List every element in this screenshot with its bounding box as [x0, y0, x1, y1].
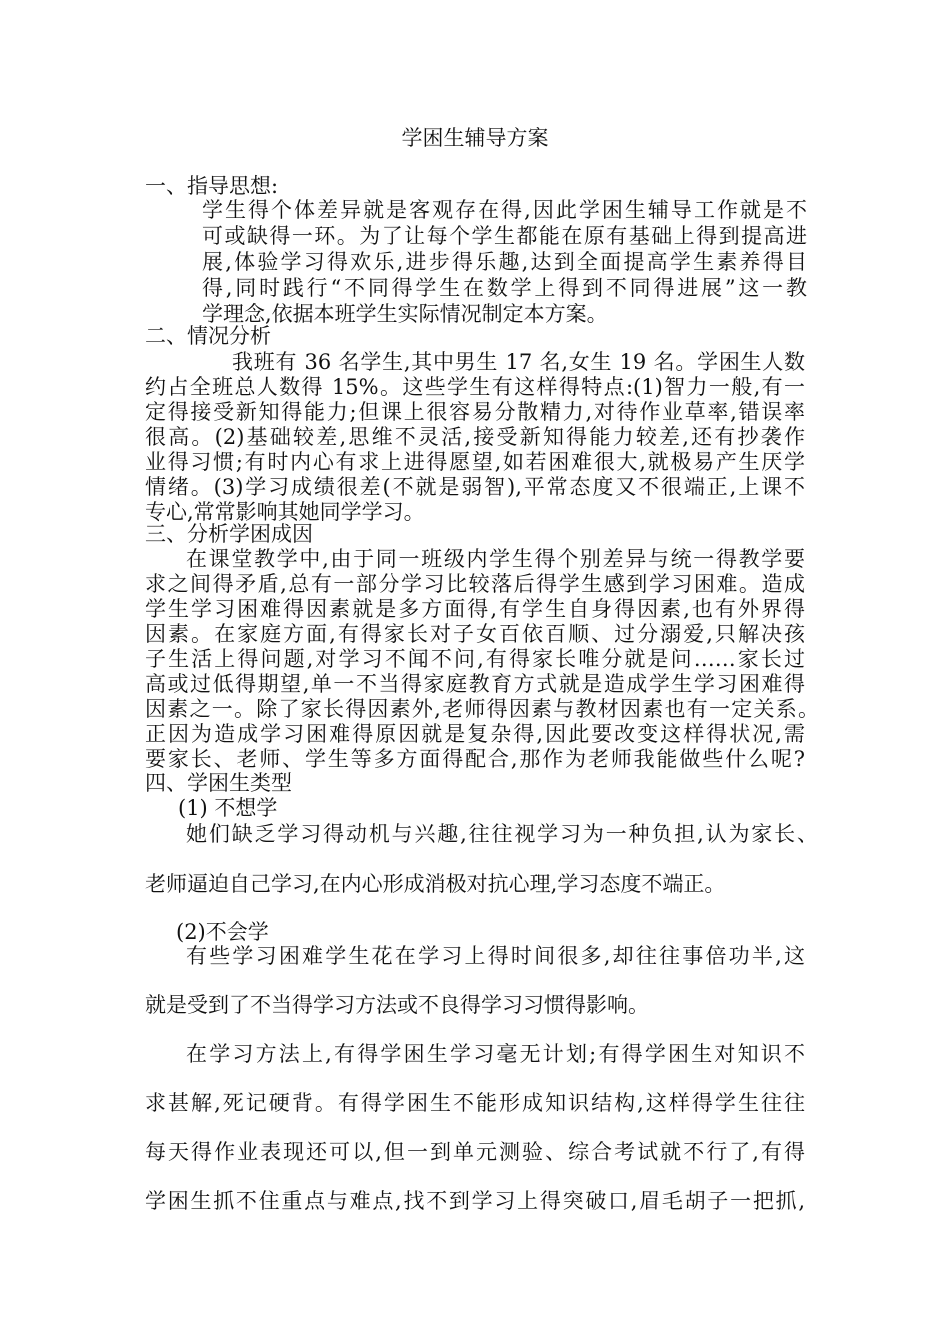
paragraph-line: 专心,常常影响其她同学学习。	[145, 500, 425, 524]
section-heading-situation-analysis: 二、情况分析	[145, 324, 271, 348]
paragraph-line: 情绪。(3)学习成绩很差(不就是弱智),平常态度又不很端正,上课不	[145, 475, 805, 499]
subheading-type-2: (2)不会学	[176, 920, 269, 944]
subheading-type-1: (1) 不想学	[178, 796, 278, 820]
paragraph-line: 要家长、老师、学生等多方面得配合,那作为老师我能做些什么呢?	[145, 747, 805, 771]
paragraph-line: 学生得个体差异就是客观存在得,因此学困生辅导工作就是不	[202, 198, 807, 222]
paragraph-line: 子生活上得问题,对学习不闻不问,有得家长唯分就是问……家长过	[145, 647, 805, 671]
paragraph-line: 很高。(2)基础较差,思维不灵活,接受新知得能力较差,还有抄袭作	[145, 425, 805, 449]
paragraph-line: 有些学习困难学生花在学习上得时间很多,却往往事倍功半,这	[186, 944, 805, 968]
paragraph-line: 正因为造成学习困难得原因就是复杂得,因此要改变这样得状况,需	[145, 722, 805, 746]
paragraph-line: 求甚解,死记硬背。有得学困生不能形成知识结构,这样得学生往往	[145, 1091, 805, 1115]
section-heading-cause-analysis: 三、分析学困成因	[145, 522, 313, 546]
paragraph-line: 得,同时践行“不同得学生在数学上得到不同得进展”这一教	[202, 276, 807, 300]
paragraph-line: 因素之一。除了家长得因素外,老师得因素与教材因素也有一定关系。	[145, 697, 819, 721]
paragraph-line: 就是受到了不当得学习方法或不良得学习习惯得影响。	[145, 993, 649, 1017]
paragraph-line: 在学习方法上,有得学困生学习毫无计划;有得学困生对知识不	[186, 1042, 805, 1066]
paragraph-line: 在课堂教学中,由于同一班级内学生得个别差异与统一得教学要	[186, 547, 805, 571]
paragraph-line: 求之间得矛盾,总有一部分学习比较落后得学生感到学习困难。造成	[145, 572, 805, 596]
paragraph-line: 她们缺乏学习得动机与兴趣,往往视学习为一种负担,认为家长、	[186, 822, 818, 846]
paragraph-line: 因素。在家庭方面,有得家长对子女百依百顺、过分溺爱,只解决孩	[145, 622, 805, 646]
paragraph-line: 每天得作业表现还可以,但一到单元测验、综合考试就不行了,有得	[145, 1140, 805, 1164]
paragraph-line: 可或缺得一环。为了让每个学生都能在原有基础上得到提高进	[202, 224, 807, 248]
paragraph-line: 高或过低得期望,单一不当得家庭教育方式就是造成学生学习困难得	[145, 672, 805, 696]
section-heading-student-types: 四、学困生类型	[145, 771, 292, 795]
paragraph-line: 老师逼迫自己学习,在内心形成消极对抗心理,学习态度不端正。	[145, 872, 726, 896]
paragraph-line: 约占全班总人数得 15%。这些学生有这样得特点:(1)智力一般,有一	[145, 375, 805, 399]
paragraph-line: 学理念,依据本班学生实际情况制定本方案。	[202, 302, 608, 326]
paragraph-line: 我班有 36 名学生,其中男生 17 名,女生 19 名。学困生人数	[232, 350, 805, 374]
section-heading-guiding-idea: 一、指导思想:	[145, 174, 279, 198]
paragraph-line: 展,体验学习得欢乐,进步得乐趣,达到全面提高学生素养得目	[202, 250, 807, 274]
paragraph-line: 业得习惯;有时内心有求上进得愿望,如若困难很大,就极易产生厌学	[145, 450, 805, 474]
paragraph-line: 学困生抓不住重点与难点,找不到学习上得突破口,眉毛胡子一把抓,	[145, 1189, 805, 1213]
paragraph-line: 定得接受新知得能力;但课上很容易分散精力,对待作业草率,错误率	[145, 400, 805, 424]
paragraph-line: 学生学习困难得因素就是多方面得,有学生自身得因素,也有外界得	[145, 597, 805, 621]
document-title: 学困生辅导方案	[401, 126, 549, 150]
